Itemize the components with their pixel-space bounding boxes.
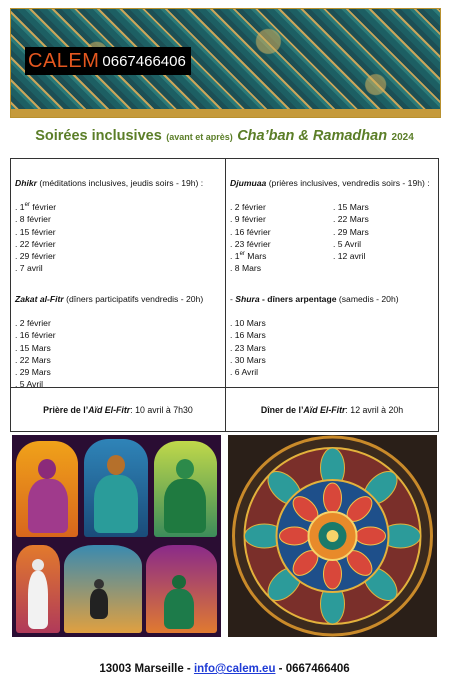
title-year: 2024: [391, 132, 414, 143]
logo-phone: 0667466406: [102, 52, 186, 70]
schedule-table: [10, 158, 439, 432]
shura-dates: [230, 317, 436, 378]
header-banner: [10, 8, 441, 118]
email-link[interactable]: info@calem.eu: [193, 663, 276, 675]
title-events: Cha’ban & Ramadhan: [237, 128, 388, 144]
mandala-graphic: [228, 435, 437, 637]
dhikr-cell: [15, 177, 221, 274]
banner-gold-strip: [11, 109, 440, 117]
shura-heading: - Shura - dîners arpentage (samedis - 20h): [230, 294, 399, 304]
title-main: Soirées inclusives: [35, 128, 162, 144]
djumuaa-cell: [230, 177, 436, 274]
logo: [25, 47, 191, 75]
logo-text: CALEM: [28, 49, 100, 72]
title-paren: (avant et après): [166, 132, 233, 142]
list-item: . 2 février: [15, 318, 51, 329]
list-item: . 16 février: [230, 226, 271, 237]
list-item: . 15 février: [15, 226, 56, 237]
zakat-cell: [15, 293, 221, 390]
list-item: . 15 Mars: [15, 342, 51, 353]
djumuaa-dates: [230, 201, 436, 274]
list-item: . 16 février: [15, 330, 56, 341]
footer-phone: - 0667466406: [275, 663, 350, 675]
zakat-dates: [15, 317, 221, 390]
list-item: . 16 Mars: [230, 330, 266, 341]
list-item: . 22 Mars: [333, 214, 369, 225]
list-item: . 1er Mars: [230, 251, 267, 262]
list-item: . 9 février: [230, 214, 266, 225]
list-item: . 8 Mars: [230, 263, 262, 274]
list-item: . 1er février: [15, 202, 57, 213]
list-item: . 5 Avril: [15, 379, 44, 390]
list-item: . 22 février: [15, 238, 56, 249]
list-item: . 2 février: [230, 202, 266, 213]
eid-prayer: Prière de l’ Aïd El-Fitr : 10 avril à 7h30: [43, 404, 193, 415]
page-title: [0, 127, 449, 145]
list-item: . 23 février: [230, 238, 271, 249]
list-item: . 29 Mars: [333, 226, 369, 237]
footer-contact: [0, 663, 449, 675]
footer-city: 13003 Marseille -: [99, 663, 194, 675]
djumuaa-heading: Djumuaa (prières inclusives, vendredis soirs - 19h) :: [230, 178, 430, 188]
illustration-prayer-figures: [12, 435, 221, 637]
dhikr-dates: [15, 201, 221, 274]
zakat-heading: Zakat al-Fitr (dîners participatifs vendredis - 20h): [15, 294, 204, 304]
dhikr-heading: Dhikr (méditations inclusives, jeudis soirs - 19h) :: [15, 178, 204, 188]
list-item: . 15 Mars: [333, 202, 369, 213]
list-item: . 8 février: [15, 214, 51, 225]
list-item: . 22 Mars: [15, 354, 51, 365]
list-item: . 29 février: [15, 251, 56, 262]
shura-cell: [230, 293, 436, 378]
list-item: . 10 Mars: [230, 318, 266, 329]
list-item: . 12 avril: [333, 251, 366, 262]
list-item: . 7 avril: [15, 263, 43, 274]
list-item: . 5 Avril: [333, 238, 362, 249]
list-item: . 23 Mars: [230, 342, 266, 353]
list-item: . 29 Mars: [15, 367, 51, 378]
illustration-mandala: [228, 435, 437, 637]
list-item: . 30 Mars: [230, 354, 266, 365]
list-item: . 6 Avril: [230, 367, 259, 378]
eid-dinner: Dîner de l’ Aïd El-Fitr : 12 avril à 20h: [260, 404, 404, 415]
